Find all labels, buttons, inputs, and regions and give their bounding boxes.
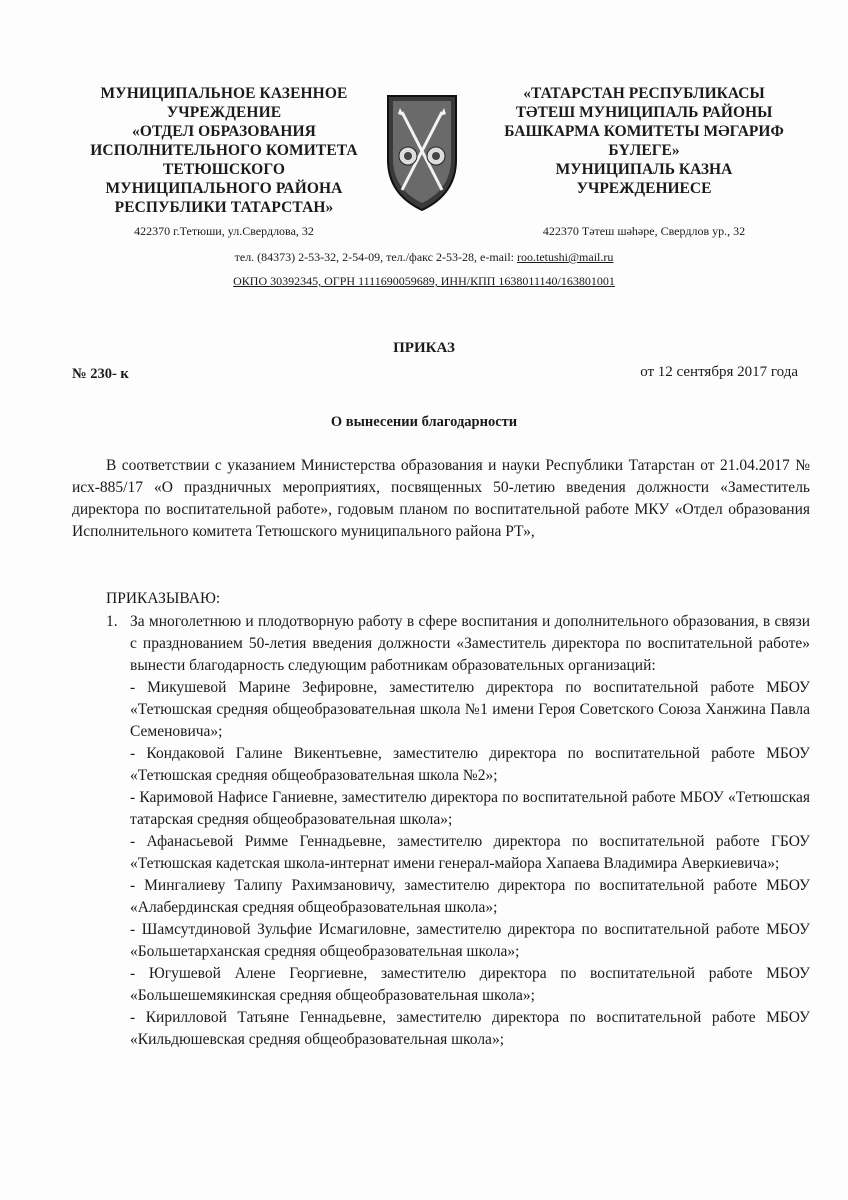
item-number: 1. [106,613,118,630]
order-subject: О вынесении благодарности [330,414,518,430]
employee-entry: - Шамсутдиновой Зульфие Исмагиловне, заместителю директора по воспитательной работе МБОУ «Большетарханская средняя общеобразовательная школа»; [130,921,810,960]
email-link[interactable]: roo.tetushi@mail.ru [517,250,614,264]
order-date: от 12 сентября 2017 года [640,364,798,380]
header-right-line: УЧРЕЖДЕНИЕСЕ [576,180,712,197]
header-right-line: МУНИЦИПАЛЬ КАЗНА [555,161,733,178]
header-right-line: БАШКАРМА КОМИТЕТЫ МӘГАРИФ [504,123,784,140]
item-text: За многолетнюю и плодотворную работу в сфере воспитания и дополнительного образования, в связи с празднованием 50-летия введения должности «Заместитель директора по воспитательной работе» вынести благодарность следующим работникам образовательных организаций: [130,613,810,674]
header-left-line: РЕСПУБЛИКИ ТАТАРСТАН» [114,199,334,216]
header-right-line: ТӘТЕШ МУНИЦИПАЛЬ РАЙОНЫ [515,104,773,121]
preamble-section [72,455,810,543]
header-left-line: ИСПОЛНИТЕЛЬНОГО КОМИТЕТА [90,142,358,159]
header-left-line: МУНИЦИПАЛЬНОЕ КАЗЕННОЕ [100,85,348,102]
header-right-address: 422370 Тәтеш шәһәре, Свердлов ур., 32 [542,224,746,238]
registry-line [0,274,848,289]
employee-entry: - Югушевой Алене Георгиевне, заместителю директора по воспитательной работе МБОУ «Большешемякинская средняя общеобразовательная школа»; [130,965,810,1004]
header-left-organization [62,84,386,217]
header-right-line: «ТАТАРСТАН РЕСПУБЛИКАСЫ [523,85,765,102]
order-item [106,611,810,1051]
order-number: № 230- к [72,366,129,382]
preamble-text: В соответствии с указанием Министерства образования и науки Республики Татарстан от 21.04.2017 № исх-885/17 «О праздничных мероприятиях, посвященных 50-летию введения должности «Заместитель директора по воспитательной работе», годовым планом по воспитательной работе МКУ «Отдел образования Исполнительного комитета Тетюшского муниципального района РТ», [72,457,810,540]
header-left-line: УЧРЕЖДЕНИЕ [166,104,282,121]
employee-entry: - Мингалиеву Талипу Рахимзановичу, заместителю директора по воспитательной работе МБОУ «Алабердинская средняя общеобразовательная школа»; [130,877,810,916]
registry-codes: ОКПО 30392345, ОГРН 1111690059689, ИНН/КПП 1638011140/163801001 [233,274,615,288]
header-right-organization [486,84,802,198]
header-left-line: МУНИЦИПАЛЬНОГО РАЙОНА [105,180,343,197]
document-title: ПРИКАЗ [393,340,455,356]
order-items-list [106,611,810,1051]
employee-entry: - Микушевой Марине Зефировне, заместителю директора по воспитательной работе МБОУ «Тетюшская средняя общеобразовательная школа №1 имени Героя Советского Союза Ханжина Павла Семеновича»; [130,679,810,740]
order-directive: ПРИКАЗЫВАЮ: [106,590,221,607]
employee-entry: - Кирилловой Татьяне Геннадьевне, заместителю директора по воспитательной работе МБОУ «Кильдюшевская средняя общеобразовательная школа»; [130,1009,810,1048]
employee-entry: - Кондаковой Галине Викентьевне, заместителю директора по воспитательной работе МБОУ «Тетюшская средняя общеобразовательная школа №2»; [130,745,810,784]
coat-of-arms-icon [384,90,460,214]
contact-phones: тел. (84373) 2-53-32, 2-54-09, тел./факс 2-53-28, e-mail: [234,250,517,264]
header-left-line: ТЕТЮШСКОГО [162,161,286,178]
contact-line [0,250,848,265]
employee-entry: - Каримовой Нафисе Ганиевне, заместителю директора по воспитательной работе МБОУ «Тетюшская татарская средняя общеобразовательная школа»; [130,789,810,828]
employee-entry: - Афанасьевой Римме Геннадьевне, заместителю директора по воспитательной работе ГБОУ «Тетюшская кадетская школа-интернат имени генерал-майора Хапаева Владимира Аверкиевича»; [130,833,810,872]
header-left-line: «ОТДЕЛ ОБРАЗОВАНИЯ [132,123,316,140]
header-left-address: 422370 г.Тетюши, ул.Свердлова, 32 [134,224,314,238]
header-right-line: БҮЛЕГЕ» [608,142,680,159]
